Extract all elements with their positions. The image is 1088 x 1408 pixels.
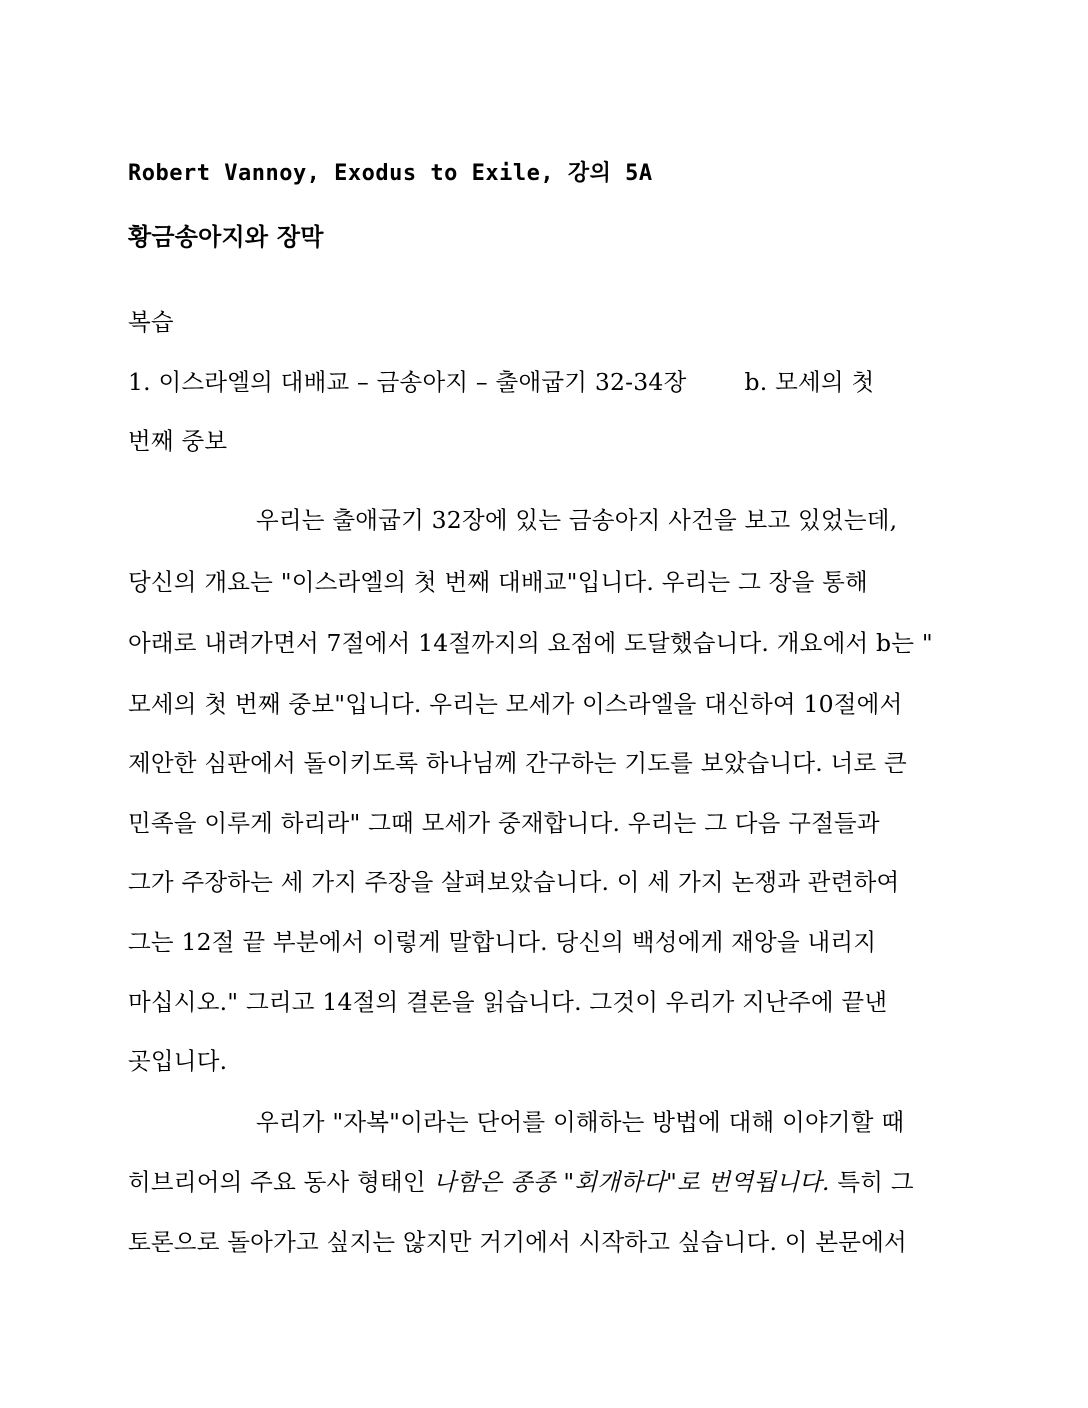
document-title: Robert Vannoy, Exodus to Exile, 강의 5A <box>128 161 653 186</box>
paragraph-2-line-2-start: 히브리어의 주요 동사 형태인 <box>128 1168 434 1196</box>
paragraph-1-line-4: 모세의 첫 번째 중보"입니다. 우리는 모세가 이스라엘을 대신하여 10절에서 <box>128 690 903 718</box>
paragraph-1-line-9: 마십시오." 그리고 14절의 결론을 읽습니다. 그것이 우리가 지난주에 끝낸 <box>128 988 888 1016</box>
paragraph-1-line-7: 그가 주장하는 세 가지 주장을 살펴보았습니다. 이 세 가지 논쟁과 관련하여 <box>128 868 900 896</box>
outline-item-b: b. 모세의 첫 <box>744 368 875 396</box>
outline-item-b-continuation: 번째 중보 <box>128 427 228 455</box>
outline-line <box>128 366 874 398</box>
paragraph-1-line-2: 당신의 개요는 "이스라엘의 첫 번째 대배교"입니다. 우리는 그 장을 통해 <box>128 568 868 596</box>
outline-item-1: 1. 이스라엘의 대배교 – 금송아지 – 출애굽기 32-34장 <box>128 368 687 396</box>
paragraph-2-line-3: 토론으로 돌아가고 싶지는 않지만 거기에서 시작하고 싶습니다. 이 본문에서 <box>128 1228 907 1256</box>
paragraph-1-line-3: 아래로 내려가면서 7절에서 14절까지의 요점에 도달했습니다. 개요에서 b는 " <box>128 629 933 657</box>
paragraph-2-line-2 <box>128 1166 914 1198</box>
paragraph-2-italic-phrase: 나함은 종종 "회개하다"로 번역됩니다. <box>433 1168 830 1196</box>
paragraph-1-line-5: 제안한 심판에서 돌이키도록 하나님께 간구하는 기도를 보았습니다. 너로 큰 <box>128 749 907 777</box>
paragraph-1-line-6: 민족을 이루게 하리라" 그때 모세가 중재합니다. 우리는 그 다음 구절들과 <box>128 809 880 837</box>
section-label: 복습 <box>128 308 174 336</box>
paragraph-2-line-2-end: 특히 그 <box>829 1168 914 1196</box>
document-subtitle: 황금송아지와 장막 <box>128 223 324 251</box>
paragraph-1-line-10: 곳입니다. <box>128 1047 228 1075</box>
paragraph-1-line-8: 그는 12절 끝 부분에서 이렇게 말합니다. 당신의 백성에게 재앙을 내리지 <box>128 928 877 956</box>
paragraph-2-line-1: 우리가 "자복"이라는 단어를 이해하는 방법에 대해 이야기할 때 <box>256 1108 905 1136</box>
paragraph-1-line-1: 우리는 출애굽기 32장에 있는 금송아지 사건을 보고 있었는데, <box>256 506 898 534</box>
